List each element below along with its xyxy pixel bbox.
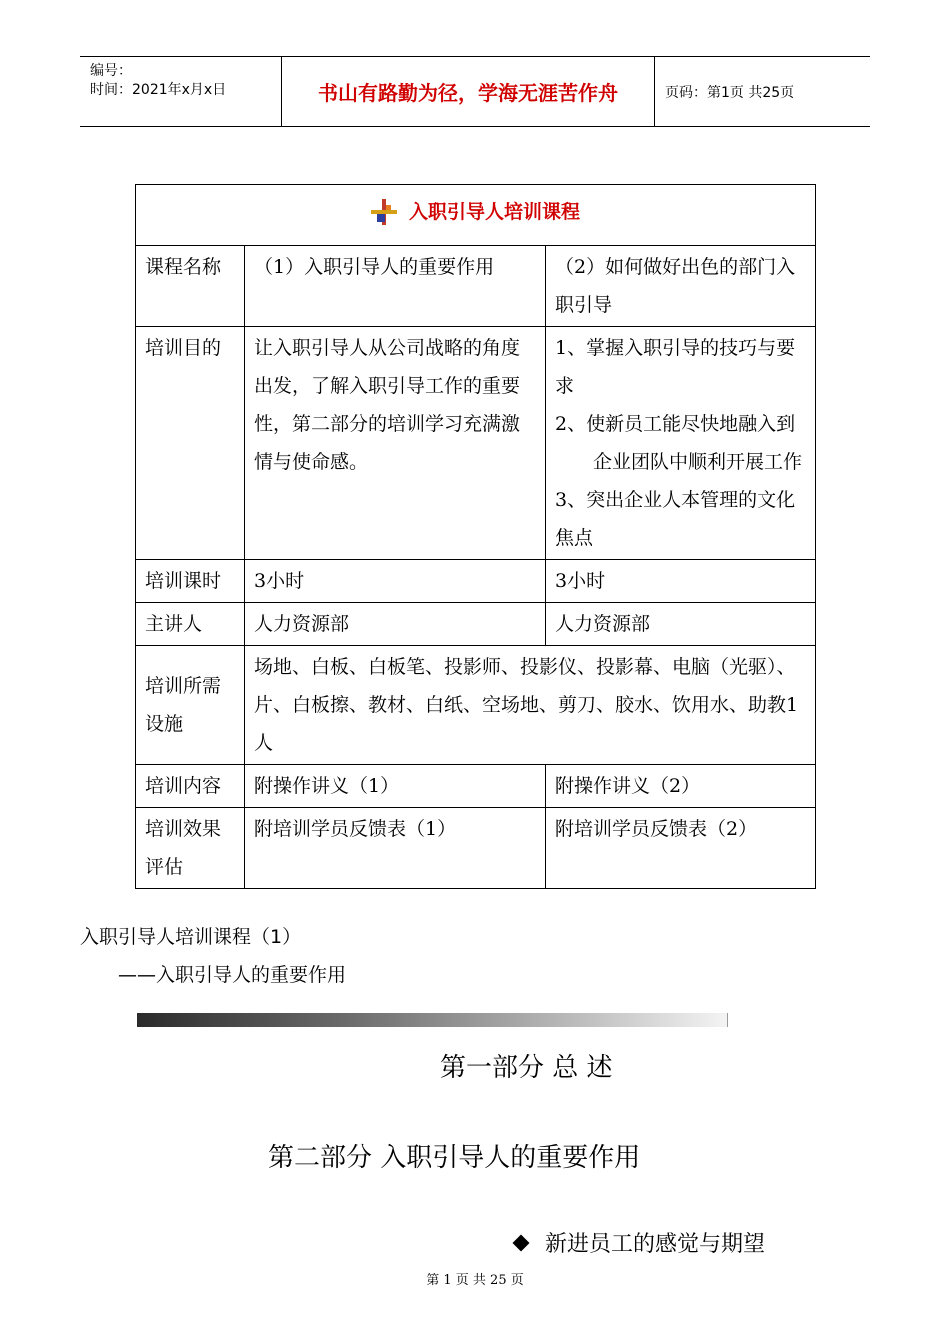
course-a-name: （1）入职引导人的重要作用 (245, 246, 546, 327)
course-a-hours: 3小时 (245, 560, 546, 603)
course-a-evaluation: 附培训学员反馈表（1） (245, 808, 546, 889)
header-motto-cell (282, 57, 655, 126)
page-footer: 第 1 页 共 25 页 (426, 1273, 524, 1288)
header-page-cell (655, 57, 870, 126)
table-title-cell (136, 185, 816, 246)
table-row (136, 246, 816, 327)
table-row (136, 646, 816, 765)
course-table (135, 184, 816, 889)
table-row (136, 560, 816, 603)
course-b-content: 附操作讲义（2） (546, 765, 816, 808)
number-label: 编号： (90, 63, 132, 79)
course-subtitle: ——入职引导人的重要作用 (118, 964, 347, 986)
bullet-text: 新进员工的感觉与期望 (545, 1232, 766, 1257)
row-label: 培训内容 (136, 765, 245, 808)
table-row (136, 765, 816, 808)
page-header (80, 56, 870, 127)
row-label: 培训所需设施 (136, 646, 245, 765)
course-b-name: （2）如何做好出色的部门入职引导 (546, 246, 816, 327)
time-label: 时间：2021年x月x日 (90, 82, 227, 98)
header-meta-cell (80, 57, 282, 126)
part2-heading: 第二部分 入职引导人的重要作用 (268, 1143, 641, 1173)
bullet-item (515, 1227, 765, 1258)
row-label: 培训效果评估 (136, 808, 245, 889)
part1-heading: 第一部分 总 述 (440, 1053, 613, 1083)
purpose-item: 3、突出企业人本管理的文化焦点 (555, 489, 796, 549)
course-a-speaker: 人力资源部 (245, 603, 546, 646)
course-a-content: 附操作讲义（1） (245, 765, 546, 808)
course-b-hours: 3小时 (546, 560, 816, 603)
page-info: 页码：第1页 共25页 (665, 84, 795, 101)
table-title: 入职引导人培训课程 (408, 200, 580, 223)
purpose-item: 2、使新员工能尽快地融入到企业团队中顺利开展工作 (555, 413, 803, 473)
course-a-purpose: 让入职引导人从公司战略的角度出发，了解入职引导工作的重要性，第二部分的培训学习充满激情与使命感。 (245, 327, 546, 560)
table-row (136, 603, 816, 646)
cross-bullet-icon (371, 199, 397, 225)
row-label: 课程名称 (136, 246, 245, 327)
row-label: 培训课时 (136, 560, 245, 603)
table-row (136, 808, 816, 889)
motto: 书山有路勤为径，学海无涯苦作舟 (318, 81, 618, 105)
table-title-row (136, 185, 816, 246)
row-label: 主讲人 (136, 603, 245, 646)
facilities-value: 场地、白板、白板笔、投影师、投影仪、投影幕、电脑（光驱）、片、白板擦、教材、白纸、空场地、剪刀、胶水、饮用水、助教1人 (245, 646, 816, 765)
course-b-speaker: 人力资源部 (546, 603, 816, 646)
purpose-item: 1、掌握入职引导的技巧与要求 (555, 337, 796, 397)
course-b-evaluation: 附培训学员反馈表（2） (546, 808, 816, 889)
row-label: 培训目的 (136, 327, 245, 560)
diamond-bullet-icon (513, 1234, 530, 1251)
table-row (136, 327, 816, 560)
course-b-purpose (546, 327, 816, 560)
course-title: 入职引导人培训课程（1） (80, 926, 302, 948)
gradient-divider (137, 1013, 728, 1027)
